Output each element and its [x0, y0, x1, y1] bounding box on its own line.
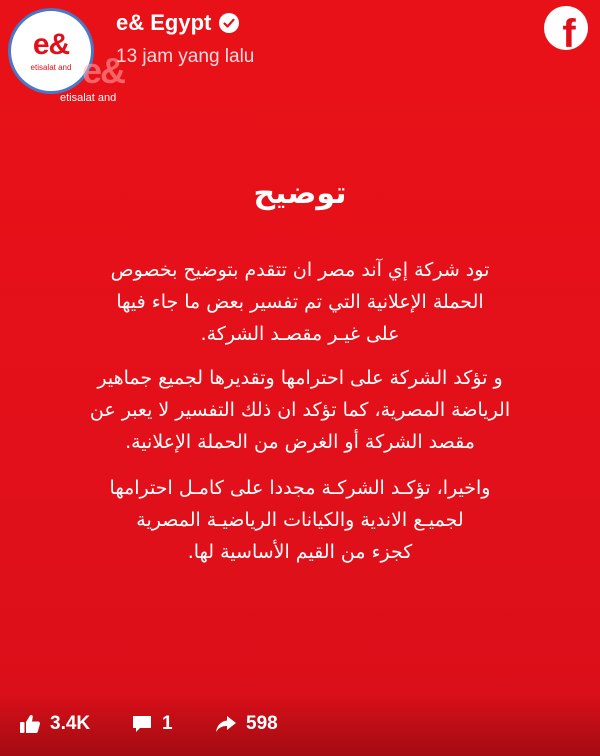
comment-count: 1 [162, 713, 173, 734]
paragraph-2 [60, 362, 540, 458]
brand-text: etisalat and [60, 92, 117, 104]
paragraph-line: كجزء من القيم الأساسية لها. [187, 541, 413, 563]
post-title: توضيح [253, 176, 347, 211]
brand-logo: e& [82, 50, 125, 91]
like-button[interactable] [18, 712, 90, 736]
paragraph-1 [60, 254, 540, 350]
paragraph-line: واخيرا، تؤكـد الشركـة مجددا على كامـل احترامها [109, 477, 491, 499]
paragraph-line: مقصد الشركة أو الغرض من الحملة الإعلانية. [125, 431, 475, 453]
post-timestamp[interactable]: 13 jam yang lalu [116, 46, 255, 67]
thumbs-up-icon [18, 712, 42, 736]
verified-badge-icon [219, 13, 239, 33]
facebook-icon[interactable]: f [544, 6, 588, 50]
paragraph-line: الحملة الإعلانية التي تم تفسير بعض ما جاء فيها [116, 291, 484, 313]
checkmark-icon [222, 16, 236, 30]
paragraph-3 [60, 472, 540, 568]
page-name[interactable]: e& Egypt [116, 10, 212, 35]
share-arrow-icon [214, 712, 238, 736]
share-count: 598 [246, 713, 278, 734]
like-count: 3.4K [50, 713, 91, 734]
paragraph-line: على غيـر مقصـد الشركة. [200, 323, 400, 345]
paragraph-line: لجميـع الاندية والكيانات الرياضيـة المصرية [136, 509, 464, 531]
page-name-row [116, 10, 239, 36]
share-button[interactable] [214, 712, 278, 736]
paragraph-line: و تؤكد الشركة على احترامها وتقديرها لجميع جماهير [97, 367, 503, 389]
avatar-logo: e& [32, 28, 70, 61]
avatar-subtext: etisalat and [30, 63, 72, 72]
engagement-bar [0, 692, 600, 756]
comment-icon [130, 712, 154, 736]
comment-button[interactable] [130, 712, 173, 736]
paragraph-line: تود شركة إي آند مصر ان تتقدم بتوضيح بخصوص [110, 259, 490, 281]
paragraph-line: الرياضة المصرية، كما تؤكد ان ذلك التفسير لا يعبر عن [89, 399, 511, 421]
